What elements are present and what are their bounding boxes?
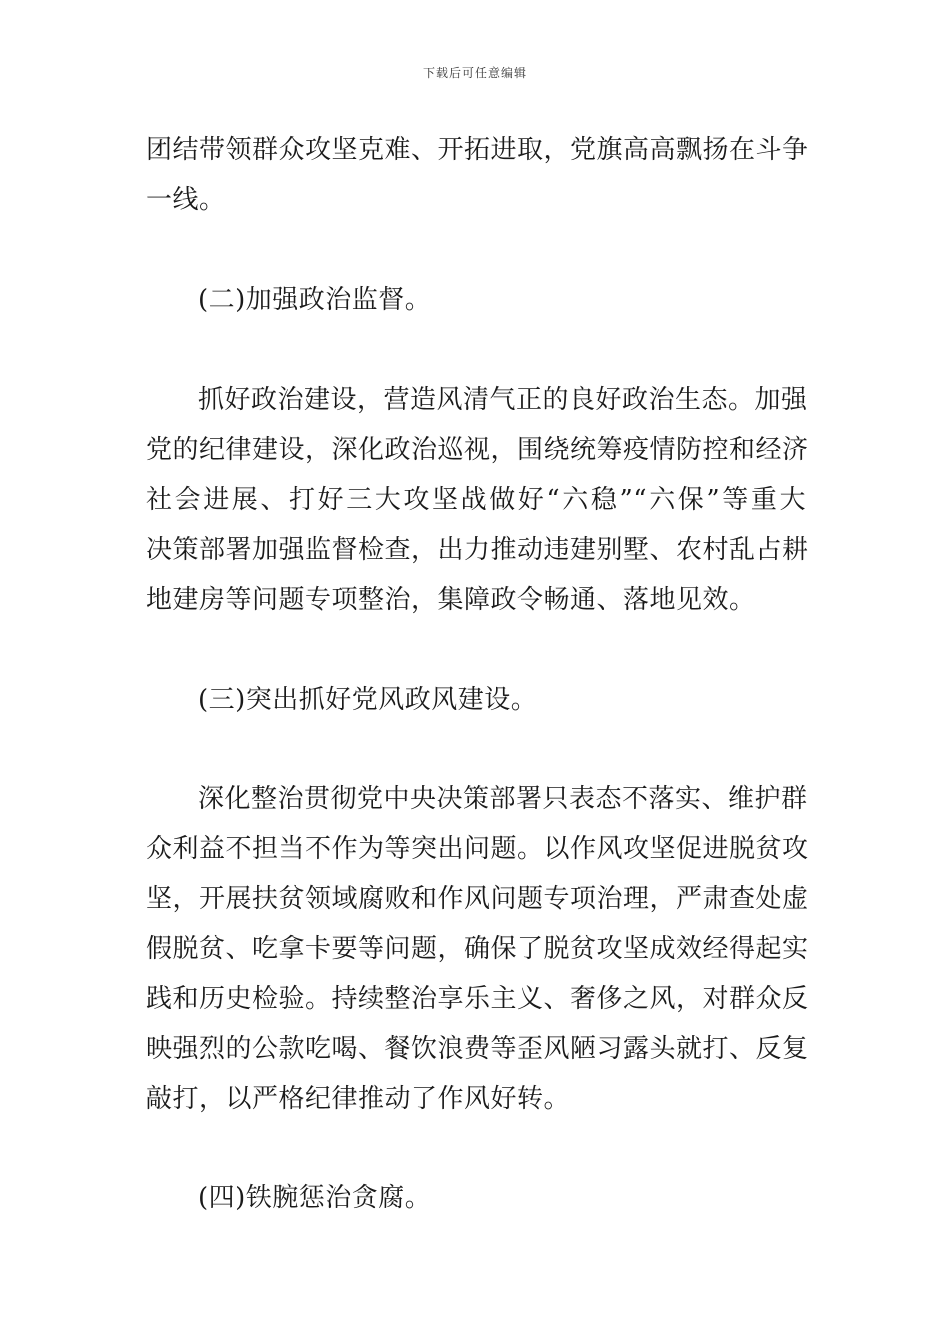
section-heading: (二)加强政治监督。 [198,285,432,315]
body-line: 映强烈的公款吃喝、餐饮浪费等歪风陋习露头就打、反复 [146,1034,809,1064]
body-line: 社会进展、打好三大攻坚战做好“六稳”“六保”等重大 [146,485,806,515]
body-line: 党的纪律建设，深化政治巡视，围绕统筹疫情防控和经济 [146,435,809,465]
section-heading: (三)突出抓好党风政风建设。 [198,685,538,715]
body-line: 众利益不担当不作为等突出问题。以作风攻坚促进脱贫攻 [146,834,809,864]
body-line: 敲打，以严格纪律推动了作风好转。 [146,1084,571,1114]
section-heading: (四)铁腕惩治贪腐。 [198,1183,432,1213]
body-line: 一线。 [146,185,226,215]
body-line: 团结带领群众攻坚克难、开拓进取，党旗高高飘扬在斗争 [146,135,809,165]
body-line: 假脱贫、吃拿卡要等问题，确保了脱贫攻坚成效经得起实 [146,934,809,964]
body-line: 践和历史检验。持续整治享乐主义、奢侈之风，对群众反 [146,984,809,1014]
page-header: 下载后可任意编辑 [422,66,527,80]
body-line: 坚，开展扶贫领域腐败和作风问题专项治理，严肃查处虚 [146,884,809,914]
body-line: 地建房等问题专项整治，集障政令畅通、落地见效。 [146,585,756,615]
body-line: 决策部署加强监督检查，出力推动违建别墅、农村乱占耕 [146,535,809,565]
body-line: 深化整治贯彻党中央决策部署只表态不落实、维护群 [198,784,808,814]
body-line: 抓好政治建设，营造风清气正的良好政治生态。加强 [198,385,808,415]
